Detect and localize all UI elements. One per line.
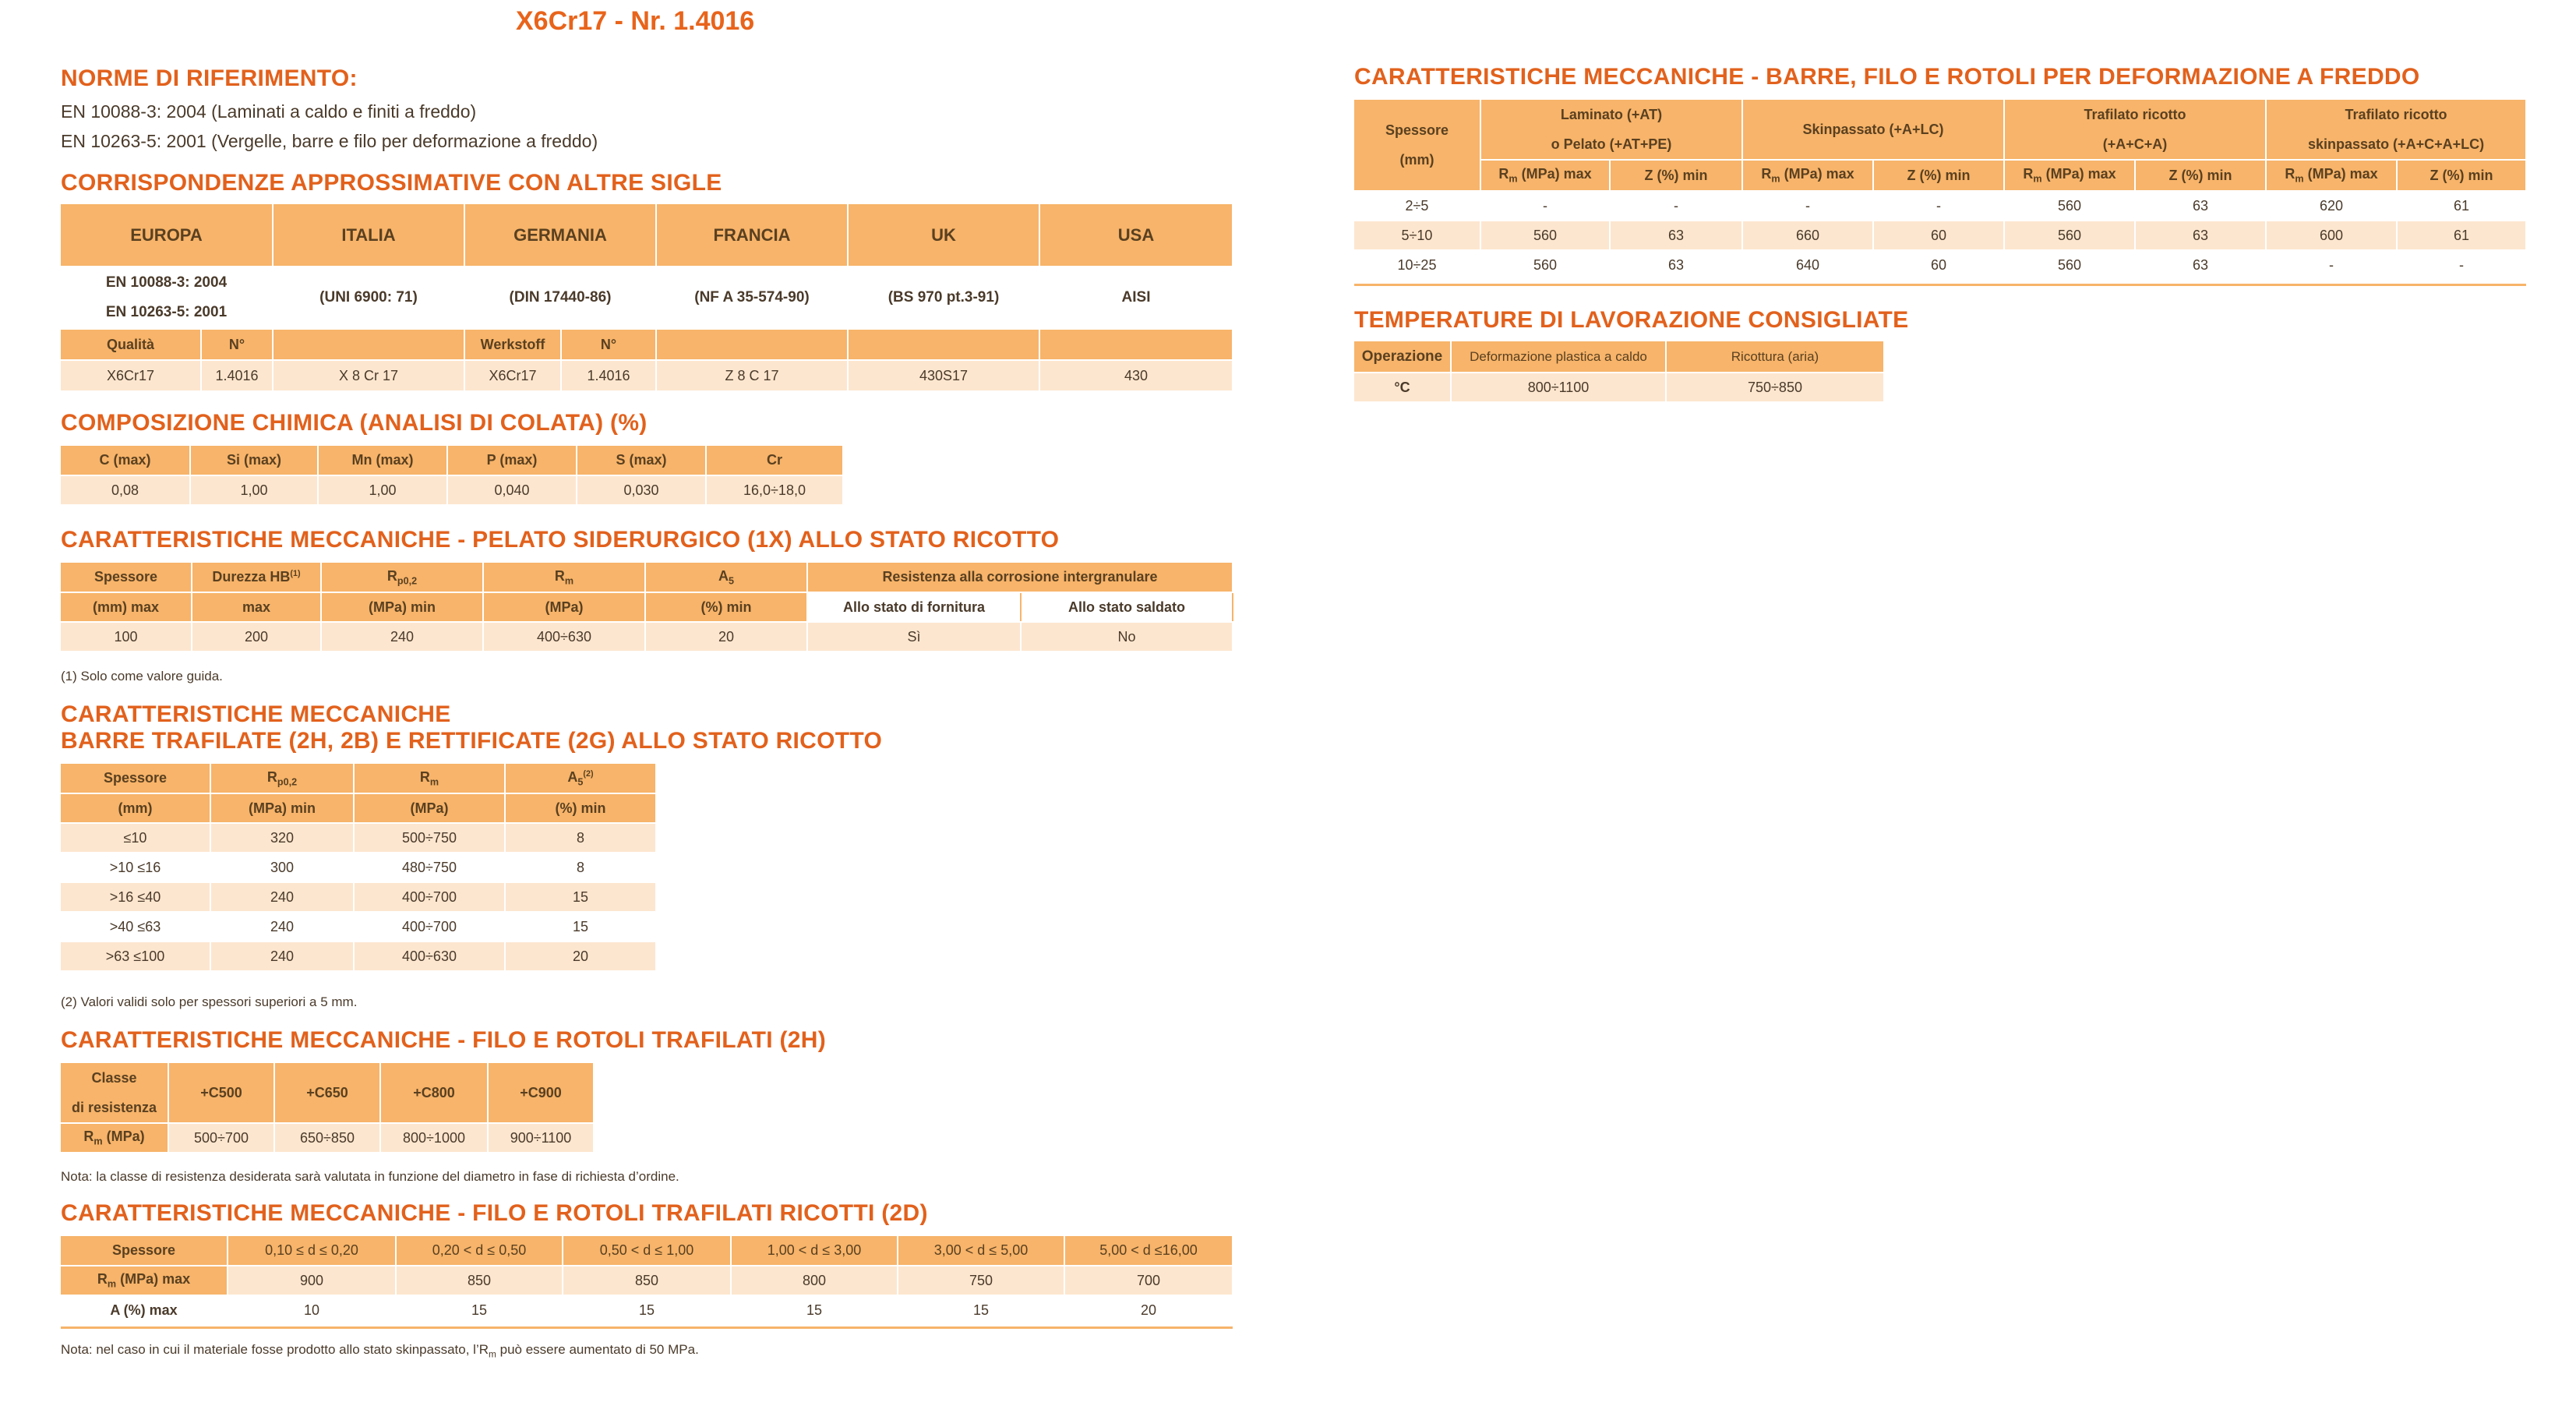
table-cell: 850 xyxy=(563,1266,731,1295)
classe-label-2: di resistenza xyxy=(71,1100,157,1115)
table-cell: 240 xyxy=(210,912,354,941)
temperature-heading: TEMPERATURE DI LAVORAZIONE CONSIGLIATE xyxy=(1354,307,1909,333)
header-z: Z (%) min xyxy=(1873,160,2004,191)
rm-row-label xyxy=(61,1266,228,1295)
rm-subscript: m xyxy=(2295,173,2304,185)
table-cell: 320 xyxy=(210,823,354,853)
table-cell: 560 xyxy=(1480,221,1610,250)
table-cell: 15 xyxy=(563,1295,731,1325)
header-si: Si (max) xyxy=(190,446,318,475)
norme-line-2: EN 10263-5: 2001 (Vergelle, barre e filo per deformazione a freddo) xyxy=(61,131,598,151)
table-cell: 8 xyxy=(505,853,656,882)
freddo-table xyxy=(1354,100,2527,281)
footnote-2-marker: (2) xyxy=(583,768,594,779)
table-cell: 620 xyxy=(2266,191,2397,221)
rm-symbol: R xyxy=(2285,166,2295,182)
table-cell: 660 xyxy=(1742,221,1873,250)
freddo-bottom-rule xyxy=(1354,284,2526,286)
rm-subscript: m xyxy=(107,1278,117,1290)
table-cell: 240 xyxy=(210,882,354,912)
header-rm xyxy=(2266,160,2397,191)
table-cell: 750 xyxy=(898,1266,1064,1295)
value-ricottura: 750÷850 xyxy=(1666,373,1884,402)
table-cell: - xyxy=(1480,191,1610,221)
header-classe xyxy=(61,1063,168,1123)
composizione-heading: COMPOSIZIONE CHIMICA (ANALISI DI COLATA) (%) xyxy=(61,410,648,436)
usa-norm: AISI xyxy=(1039,267,1233,329)
value-durezza: 200 xyxy=(192,622,321,652)
value-c650: 650÷850 xyxy=(274,1123,380,1153)
table-cell: 240 xyxy=(210,941,354,971)
table-cell: 560 xyxy=(2004,191,2135,221)
cell-francia: Z 8 C 17 xyxy=(656,360,848,391)
header-rm xyxy=(2004,160,2135,191)
rm-subscript: m xyxy=(564,575,574,587)
table-cell: 63 xyxy=(2135,250,2266,280)
table-cell: 700 xyxy=(1064,1266,1233,1295)
table-cell: 15 xyxy=(396,1295,563,1325)
header-c900: +C900 xyxy=(488,1063,594,1123)
subheader-blank-francia xyxy=(656,329,848,360)
header-s: S (max) xyxy=(577,446,706,475)
filo2h-heading: CARATTERISTICHE MECCANICHE - FILO E ROTOLI TRAFILATI (2H) xyxy=(61,1027,827,1053)
table-cell: 10÷25 xyxy=(1354,250,1480,280)
pelato-note: (1) Solo come valore guida. xyxy=(61,669,223,684)
table-cell: 800 xyxy=(731,1266,898,1295)
table-cell: - xyxy=(1610,191,1742,221)
group-label: Laminato (+AT) xyxy=(1560,107,1663,122)
value-cr: 16,0÷18,0 xyxy=(706,475,843,505)
table-cell: 61 xyxy=(2397,221,2526,250)
value-c800: 800÷1000 xyxy=(380,1123,488,1153)
header-range: 0,50 < d ≤ 1,00 xyxy=(563,1236,731,1266)
table-cell: 15 xyxy=(505,912,656,941)
value-mn: 1,00 xyxy=(318,475,447,505)
cell-n: 1.4016 xyxy=(201,360,273,391)
rm-symbol: R xyxy=(97,1271,108,1288)
header-usa: USA xyxy=(1039,204,1233,267)
header-c650: +C650 xyxy=(274,1063,380,1123)
rm-subscript: m xyxy=(1509,173,1518,185)
temperature-table xyxy=(1354,341,1885,403)
rm-symbol: R xyxy=(83,1129,94,1145)
subheader-werkstoff: Werkstoff xyxy=(464,329,561,360)
a-symbol: A xyxy=(567,768,578,785)
subheader-blank-uk xyxy=(848,329,1039,360)
filo2d-table xyxy=(61,1236,1233,1326)
group-label-2: (+A+C+A) xyxy=(2102,136,2168,152)
uk-norm: (BS 970 pt.3-91) xyxy=(848,267,1039,329)
header-operazione: Operazione xyxy=(1354,341,1451,373)
corrispondenze-table xyxy=(61,204,1233,392)
table-cell: >16 ≤40 xyxy=(61,882,210,912)
group-label-2: o Pelato (+AT+PE) xyxy=(1551,136,1672,152)
table-cell: 400÷700 xyxy=(354,912,505,941)
header-skinpassato: Skinpassato (+A+LC) xyxy=(1742,100,2004,160)
filo2h-note: Nota: la classe di resistenza desiderata sarà valutata in funzione del diametro in fase di richiesta d’ordine. xyxy=(61,1169,679,1184)
rm-unit: (MPa) xyxy=(102,1129,145,1145)
value-c500: 500÷700 xyxy=(168,1123,274,1153)
header-a5 xyxy=(505,764,656,793)
cell-italia: X 8 Cr 17 xyxy=(273,360,464,391)
header-rm-unit: (MPa) xyxy=(354,793,505,823)
a-symbol: A xyxy=(718,567,729,584)
table-cell: 560 xyxy=(1480,250,1610,280)
cell-uk: 430S17 xyxy=(848,360,1039,391)
header-c500: +C500 xyxy=(168,1063,274,1123)
header-z: Z (%) min xyxy=(1610,160,1742,191)
rp-subscript: p0,2 xyxy=(277,776,298,788)
rm-unit: (MPa) max xyxy=(2041,166,2116,182)
rm-unit: (MPa) max xyxy=(116,1271,191,1288)
rm-symbol: R xyxy=(1761,166,1772,182)
header-rm xyxy=(354,764,505,793)
cell-qualita: X6Cr17 xyxy=(61,360,201,391)
trafilate-heading-1: CARATTERISTICHE MECCANICHE xyxy=(61,701,451,727)
rm-symbol: R xyxy=(554,567,565,584)
table-cell: - xyxy=(2397,250,2526,280)
rm-subscript: m xyxy=(94,1136,103,1147)
a-row-label: A (%) max xyxy=(61,1295,228,1325)
table-cell: >10 ≤16 xyxy=(61,853,210,882)
header-mn: Mn (max) xyxy=(318,446,447,475)
header-germania: GERMANIA xyxy=(464,204,656,267)
cell-usa: 430 xyxy=(1039,360,1233,391)
table-cell: 15 xyxy=(731,1295,898,1325)
filo2d-note xyxy=(61,1342,699,1359)
header-a5-unit: (%) min xyxy=(505,793,656,823)
header-durezza xyxy=(192,563,321,592)
spessore-unit: (mm) xyxy=(1399,152,1434,168)
header-rm xyxy=(483,563,645,592)
table-cell: >40 ≤63 xyxy=(61,912,210,941)
table-cell: 63 xyxy=(1610,221,1742,250)
value-c: 0,08 xyxy=(61,475,190,505)
header-laminato xyxy=(1480,100,1742,160)
footnote-1-marker: (1) xyxy=(290,569,301,578)
trafilate-table xyxy=(61,764,657,972)
header-z: Z (%) min xyxy=(2135,160,2266,191)
header-c: C (max) xyxy=(61,446,190,475)
value-si: 1,00 xyxy=(190,475,318,505)
value-rp: 240 xyxy=(321,622,483,652)
header-p: P (max) xyxy=(447,446,577,475)
pelato-table xyxy=(61,563,1233,652)
a-subscript: 5 xyxy=(577,776,584,788)
subheader-qualita: Qualità xyxy=(61,329,201,360)
table-cell: - xyxy=(1873,191,2004,221)
header-z: Z (%) min xyxy=(2397,160,2526,191)
table-cell: 560 xyxy=(2004,250,2135,280)
value-spessore: 100 xyxy=(61,622,192,652)
table-cell: 5÷10 xyxy=(1354,221,1480,250)
table-cell: 500÷750 xyxy=(354,823,505,853)
rm-unit: (MPa) max xyxy=(2303,166,2378,182)
rm-symbol: R xyxy=(1498,166,1509,182)
group-label: Trafilato ricotto xyxy=(2084,107,2186,122)
europa-norms xyxy=(61,267,273,329)
norme-line-1: EN 10088-3: 2004 (Laminati a caldo e finiti a freddo) xyxy=(61,101,477,122)
header-spessore-unit: (mm) xyxy=(61,793,210,823)
europa-norm-2: EN 10263-5: 2001 xyxy=(105,304,228,320)
rm-subscript: m xyxy=(2033,173,2042,185)
table-cell: 400÷700 xyxy=(354,882,505,912)
header-rp xyxy=(210,764,354,793)
header-trafilato-ricotto xyxy=(2004,100,2266,160)
table-cell: 15 xyxy=(505,882,656,912)
header-uk: UK xyxy=(848,204,1039,267)
italia-norm: (UNI 6900: 71) xyxy=(273,267,464,329)
header-a5-unit: (%) min xyxy=(645,592,807,622)
table-cell: ≤10 xyxy=(61,823,210,853)
note-text: Nota: nel caso in cui il materiale fosse prodotto allo stato skinpassato, l’R xyxy=(61,1342,489,1357)
header-rm xyxy=(1480,160,1610,191)
header-rp-unit: (MPa) min xyxy=(321,592,483,622)
rm-symbol: R xyxy=(419,768,430,785)
header-c800: +C800 xyxy=(380,1063,488,1123)
table-cell: 63 xyxy=(2135,191,2266,221)
header-deformazione: Deformazione plastica a caldo xyxy=(1451,341,1666,373)
value-rm: 400÷630 xyxy=(483,622,645,652)
germania-norm: (DIN 17440-86) xyxy=(464,267,656,329)
header-range: 5,00 < d ≤16,00 xyxy=(1064,1236,1233,1266)
rm-symbol: R xyxy=(2023,166,2034,182)
rm-unit: (MPa) max xyxy=(1517,166,1592,182)
table-cell: 10 xyxy=(228,1295,396,1325)
note-subscript: m xyxy=(489,1348,496,1360)
table-cell: - xyxy=(1742,191,1873,221)
header-spessore: Spessore xyxy=(61,1236,228,1266)
table-cell: 60 xyxy=(1873,250,2004,280)
header-italia: ITALIA xyxy=(273,204,464,267)
table-cell: 20 xyxy=(1064,1295,1233,1325)
header-a5 xyxy=(645,563,807,592)
composizione-table xyxy=(61,446,844,506)
trafilate-note: (2) Valori validi solo per spessori superiori a 5 mm. xyxy=(61,994,358,1009)
header-range: 1,00 < d ≤ 3,00 xyxy=(731,1236,898,1266)
header-range: 3,00 < d ≤ 5,00 xyxy=(898,1236,1064,1266)
header-spessore-unit: (mm) max xyxy=(61,592,192,622)
table-cell: 600 xyxy=(2266,221,2397,250)
table-cell: 15 xyxy=(898,1295,1064,1325)
a-subscript: 5 xyxy=(728,575,734,587)
table-cell: 560 xyxy=(2004,221,2135,250)
freddo-heading: CARATTERISTICHE MECCANICHE - BARRE, FILO E ROTOLI PER DEFORMAZIONE A FREDDO xyxy=(1354,64,2420,90)
value-saldato: No xyxy=(1021,622,1233,652)
rp-subscript: p0,2 xyxy=(397,575,418,587)
table-cell: 900 xyxy=(228,1266,396,1295)
rp-symbol: R xyxy=(386,567,397,584)
rp-symbol: R xyxy=(266,768,277,785)
classe-label: Classe xyxy=(91,1070,137,1086)
rm-subscript: m xyxy=(1771,173,1780,185)
unit-celsius: °C xyxy=(1354,373,1451,402)
header-cr: Cr xyxy=(706,446,843,475)
header-ricottura: Ricottura (aria) xyxy=(1666,341,1884,373)
table-cell: - xyxy=(2266,250,2397,280)
header-trafilato-skinpassato xyxy=(2266,100,2526,160)
header-stato-fornitura: Allo stato di fornitura xyxy=(807,592,1021,622)
header-corrosione: Resistenza alla corrosione intergranulare xyxy=(807,563,1233,592)
header-rp-unit: (MPa) min xyxy=(210,793,354,823)
value-p: 0,040 xyxy=(447,475,577,505)
group-label: Trafilato ricotto xyxy=(2345,107,2447,122)
table-cell: 480÷750 xyxy=(354,853,505,882)
durezza-label: Durezza HB xyxy=(212,569,291,585)
note-text-2: può essere aumentato di 50 MPa. xyxy=(496,1342,699,1357)
document-title: X6Cr17 - Nr. 1.4016 xyxy=(516,6,755,36)
filo2d-heading: CARATTERISTICHE MECCANICHE - FILO E ROTOLI TRAFILATI RICOTTI (2D) xyxy=(61,1200,928,1226)
subheader-blank-usa xyxy=(1039,329,1233,360)
pelato-heading: CARATTERISTICHE MECCANICHE - PELATO SIDERURGICO (1X) ALLO STATO RICOTTO xyxy=(61,527,1060,553)
header-rp xyxy=(321,563,483,592)
francia-norm: (NF A 35-574-90) xyxy=(656,267,848,329)
header-stato-saldato: Allo stato saldato xyxy=(1021,592,1233,622)
table-cell: 20 xyxy=(505,941,656,971)
header-rm xyxy=(1742,160,1873,191)
table-cell: 400÷630 xyxy=(354,941,505,971)
corrispondenze-heading: CORRISPONDENZE APPROSSIMATIVE CON ALTRE SIGLE xyxy=(61,170,722,196)
spessore-label: Spessore xyxy=(1385,122,1449,138)
header-spessore: Spessore xyxy=(61,563,192,592)
table-cell: 63 xyxy=(1610,250,1742,280)
table-cell: 8 xyxy=(505,823,656,853)
subheader-blank-italia xyxy=(273,329,464,360)
header-europa: EUROPA xyxy=(61,204,273,267)
europa-norm-1: EN 10088-3: 2004 xyxy=(105,274,228,291)
cell-werkstoff: X6Cr17 xyxy=(464,360,561,391)
norme-heading: NORME DI RIFERIMENTO: xyxy=(61,65,358,91)
table-cell: 63 xyxy=(2135,221,2266,250)
table-cell: 300 xyxy=(210,853,354,882)
header-rm-unit: (MPa) xyxy=(483,592,645,622)
header-spessore: Spessore xyxy=(61,764,210,793)
value-a5: 20 xyxy=(645,622,807,652)
filo2h-table xyxy=(61,1063,595,1153)
table-cell: 60 xyxy=(1873,221,2004,250)
group-label-2: skinpassato (+A+C+A+LC) xyxy=(2308,136,2485,152)
subheader-n-2: N° xyxy=(561,329,656,360)
table-cell: >63 ≤100 xyxy=(61,941,210,971)
value-fornitura: Sì xyxy=(807,622,1021,652)
value-s: 0,030 xyxy=(577,475,706,505)
value-c900: 900÷1100 xyxy=(488,1123,594,1153)
rm-unit: (MPa) max xyxy=(1780,166,1854,182)
rm-subscript: m xyxy=(429,776,439,788)
rm-row-label xyxy=(61,1123,168,1153)
table-cell: 2÷5 xyxy=(1354,191,1480,221)
filo2d-bottom-rule xyxy=(61,1326,1233,1329)
value-deformazione: 800÷1100 xyxy=(1451,373,1666,402)
header-durezza-unit: max xyxy=(192,592,321,622)
cell-n-2: 1.4016 xyxy=(561,360,656,391)
subheader-n: N° xyxy=(201,329,273,360)
header-spessore xyxy=(1354,100,1480,191)
table-cell: 61 xyxy=(2397,191,2526,221)
header-francia: FRANCIA xyxy=(656,204,848,267)
header-range: 0,10 ≤ d ≤ 0,20 xyxy=(228,1236,396,1266)
trafilate-heading-2: BARRE TRAFILATE (2H, 2B) E RETTIFICATE (2G) ALLO STATO RICOTTO xyxy=(61,728,883,754)
table-cell: 640 xyxy=(1742,250,1873,280)
table-cell: 850 xyxy=(396,1266,563,1295)
header-range: 0,20 < d ≤ 0,50 xyxy=(396,1236,563,1266)
